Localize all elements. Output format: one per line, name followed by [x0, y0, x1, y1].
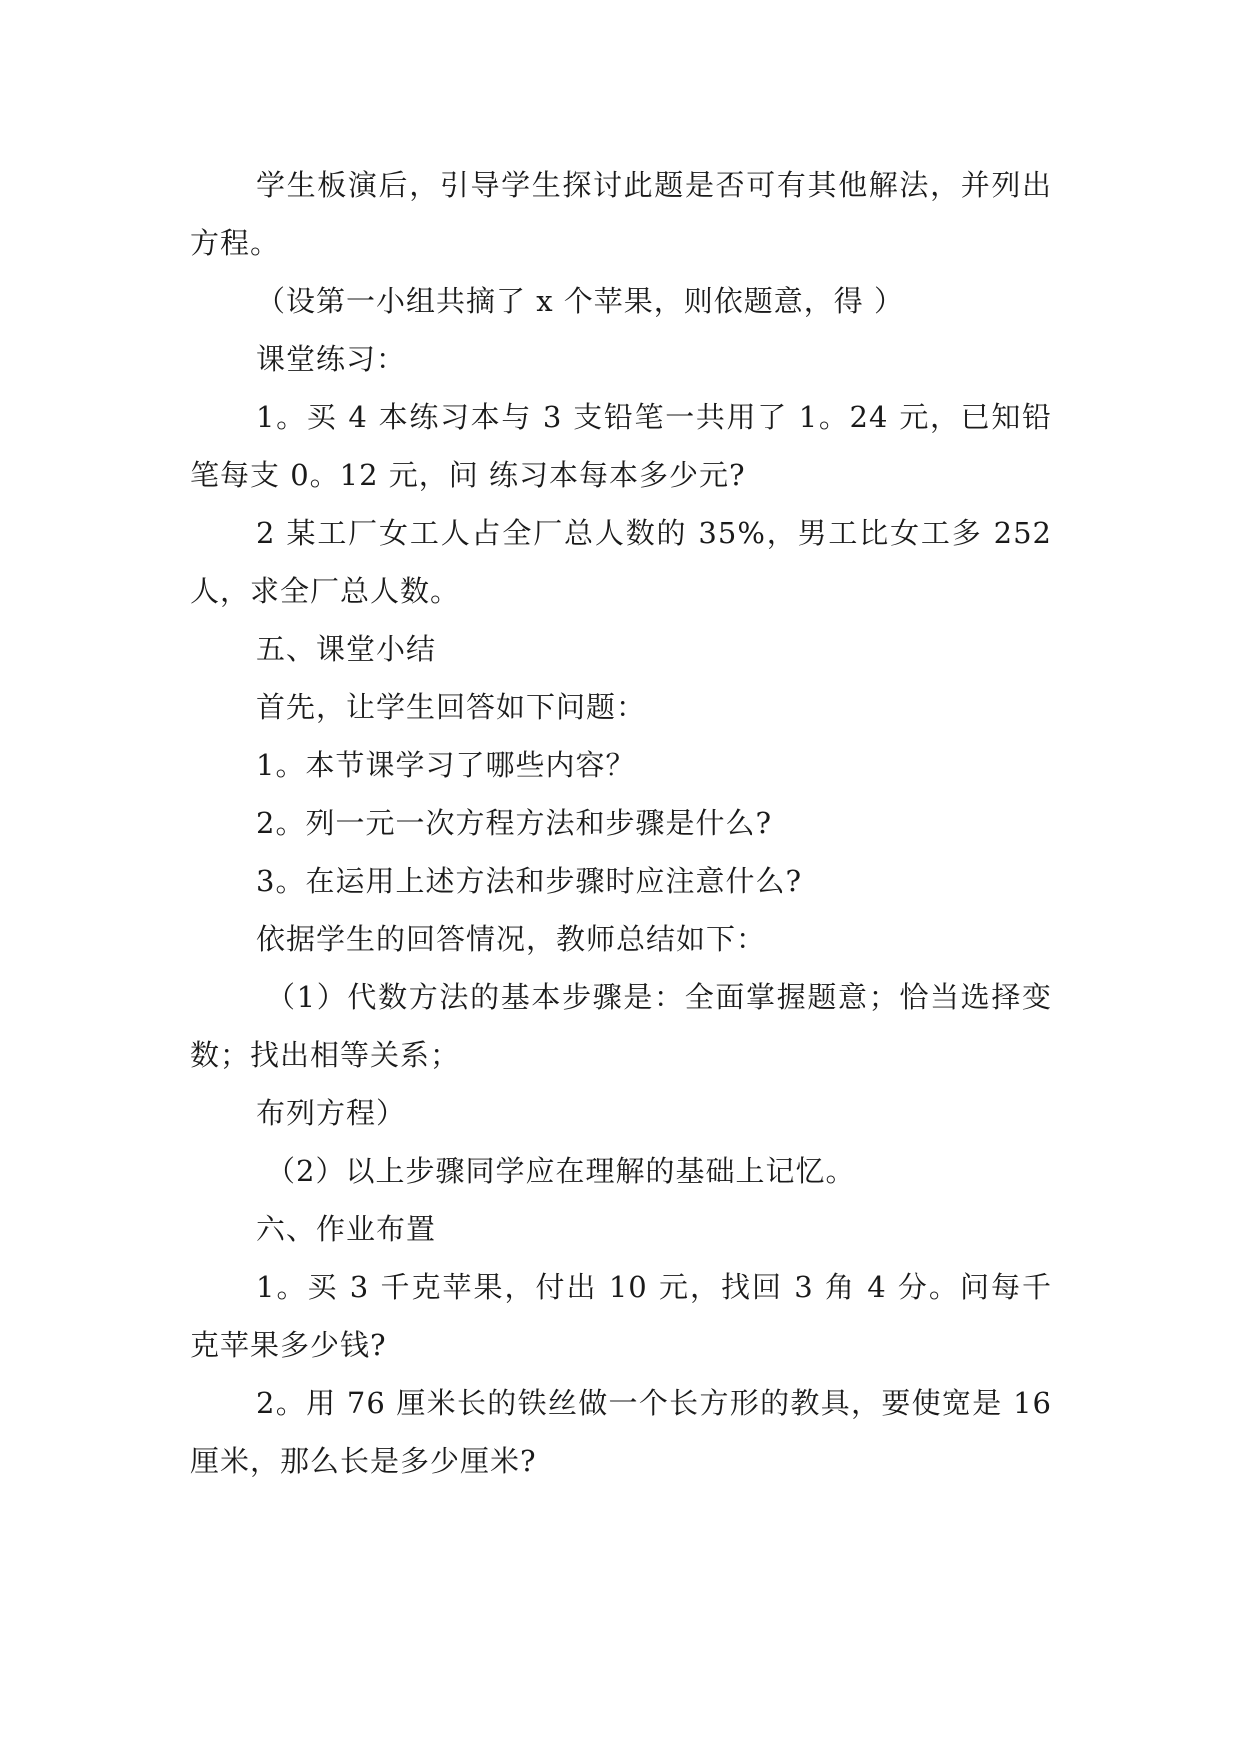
section-heading-homework: 六、作业布置	[256, 1212, 437, 1246]
question-item-3: 3。在运用上述方法和步骤时应注意什么?	[256, 864, 802, 898]
summary-point-2: （2）以上步骤同学应在理解的基础上记忆。	[266, 1154, 856, 1188]
question-item-1: 1。本节课学习了哪些内容？	[256, 748, 636, 782]
summary-point-1: （1）代数方法的基本步骤是：全面掌握题意；恰当选择变数；找出相等关系；	[190, 980, 1052, 1072]
document-body	[190, 156, 1052, 1490]
question-item-2: 2。列一元一次方程方法和步骤是什么?	[256, 806, 772, 840]
homework-item-1: 1。买 3 千克苹果，付出 10 元，找回 3 角 4 分。问每千克苹果多少钱?	[190, 1270, 1052, 1362]
homework-item-2: 2。用 76 厘米长的铁丝做一个长方形的教具，要使宽是 16 厘米，那么长是多少厘米?	[190, 1386, 1052, 1478]
paragraph-summary-intro: 首先，让学生回答如下问题：	[256, 690, 647, 724]
section-heading-summary: 五、课堂小结	[256, 632, 437, 666]
exercise-item-2: 2 某工厂女工人占全厂总人数的 35%，男工比女工多 252 人，求全厂总人数。	[190, 516, 1052, 608]
paragraph-teacher-summary: 依据学生的回答情况，教师总结如下：	[256, 922, 767, 956]
exercise-item-1: 1。买 4 本练习本与 3 支铅笔一共用了 1。24 元，已知铅笔每支 0。12 元，问 练习本每本多少元?	[190, 400, 1052, 492]
summary-point-1-continued: 布列方程）	[256, 1096, 407, 1130]
heading-class-exercise: 课堂练习：	[256, 342, 407, 376]
paragraph-board-work: 学生板演后，引导学生探讨此题是否可有其他解法，并列出方程。	[190, 168, 1052, 260]
paragraph-equation-setup: （设第一小组共摘了 x 个苹果，则依题意，得 ）	[256, 284, 905, 318]
